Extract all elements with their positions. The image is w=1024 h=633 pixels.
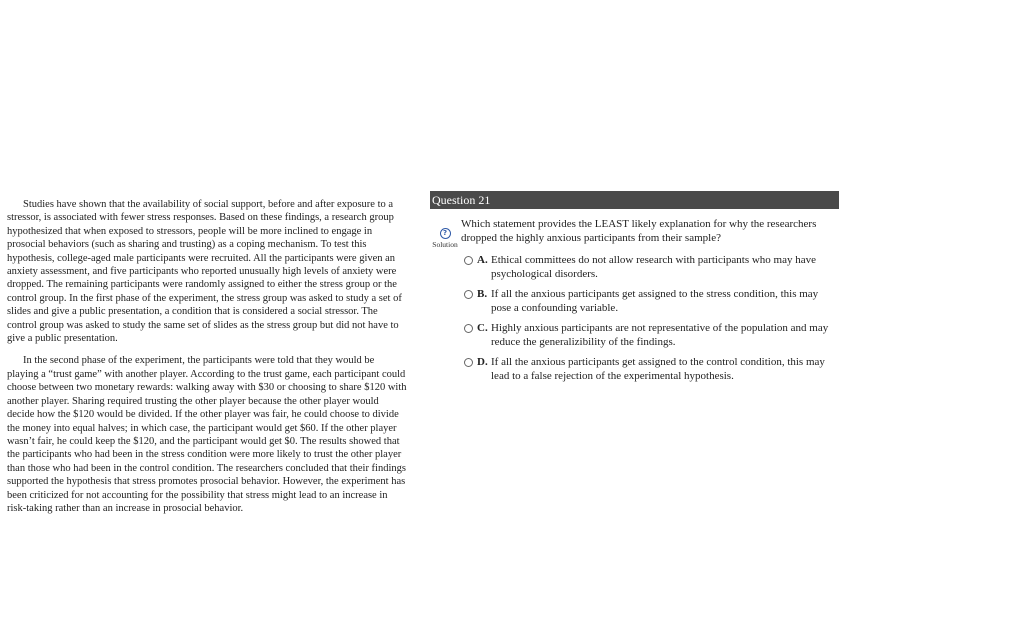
option-b-radio[interactable] bbox=[464, 290, 473, 299]
option-d[interactable] bbox=[464, 356, 839, 383]
option-c[interactable] bbox=[464, 322, 839, 349]
option-a-radio[interactable] bbox=[464, 256, 473, 265]
option-letter: C. bbox=[477, 322, 488, 334]
passage-paragraph-2: In the second phase of the experiment, the participants were told that they would be playing a “trust game” with another player. According to the trust game, each participant could choose between two monetary rewards: walking away with $30 or choosing to share $120 with another player. Sharing required trusting the other player because the other player would decide how the $120 would be divided. If the other player was fair, he could choose to divide the money into equal halves; in which case, the participant would get $60. If the other player wasn’t fair, he could keep the $120, and the participant would get $0. The results showed that the participants who had been in the stress condition were more likely to trust the other player than those who had been in the control condition. The researchers concluded that their findings supported the hypothesis that stress promotes prosocial behavior. However, the experiment has been criticized for not accounting for the possibility that stress might lead to an increase in risk-taking rather than an increase in prosocial behavior. bbox=[7, 355, 407, 514]
option-c-radio[interactable] bbox=[464, 324, 473, 333]
option-text: If all the anxious participants get assigned to the control condition, this may lead to a false rejection of the experimental hypothesis. bbox=[491, 356, 825, 382]
question-header: Question 21 bbox=[430, 191, 839, 209]
option-b[interactable] bbox=[464, 288, 839, 315]
option-letter: B. bbox=[477, 288, 488, 300]
passage bbox=[7, 198, 407, 524]
help-icon[interactable]: ? bbox=[440, 228, 451, 239]
option-letter: A. bbox=[477, 254, 488, 266]
question-stem: Which statement provides the LEAST likely explanation for why the researchers dropped the highly anxious participants from their sample? bbox=[461, 218, 817, 244]
solution-label[interactable]: Solution bbox=[432, 240, 458, 249]
option-d-radio[interactable] bbox=[464, 358, 473, 367]
solution-button[interactable] bbox=[430, 228, 460, 249]
answer-options bbox=[464, 254, 839, 383]
option-a[interactable] bbox=[464, 254, 839, 281]
option-text: Ethical committees do not allow research with participants who may have psychological disorders. bbox=[491, 254, 817, 280]
option-letter: D. bbox=[477, 356, 488, 368]
option-text: Highly anxious participants are not representative of the population and may reduce the generalizibility of the findings. bbox=[491, 322, 829, 348]
option-text: If all the anxious participants get assigned to the stress condition, this may pose a confounding variable. bbox=[491, 288, 819, 314]
question-body bbox=[430, 218, 839, 383]
passage-paragraph-1: Studies have shown that the availability of social support, before and after exposure to a stressor, is associated with fewer stress responses. Based on these findings, a research group hypothesized that when exposed to stressors, people will be more inclined to engage in prosocial behaviors (such as sharing and trusting) as a coping mechanism. To test this hypothesis, college-aged male participants were recruited. All the participants were given an anxiety assessment, and five participants who reported unusually high levels of anxiety were dropped. The remaining participants were randomly assigned to either the stress group or the control group. In the first phase of the experiment, the stress group was asked to study a set of slides and give a public presentation, a condition that is considered a social stressor. The control group was asked to study the same set of slides as the stress group but did not have to give a public presentation. bbox=[7, 199, 402, 345]
question-panel bbox=[430, 191, 839, 390]
